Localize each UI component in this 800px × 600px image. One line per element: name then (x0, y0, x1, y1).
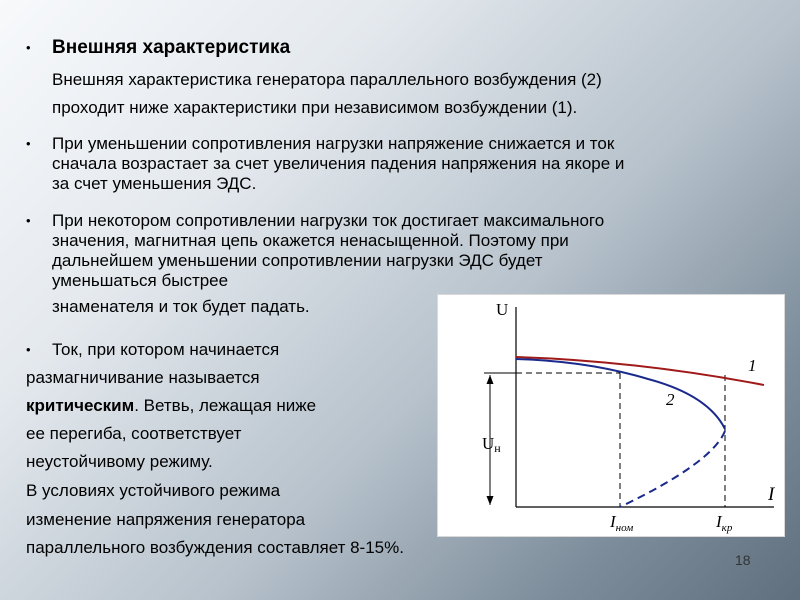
bullet-marker: • (26, 40, 31, 55)
curve-1-label: 1 (748, 356, 757, 375)
un-label: Uн (482, 434, 501, 455)
bullet3-line2: значения, магнитная цепь окажется ненасыщенной. Поэтому при (52, 231, 569, 250)
bullet4-line7: изменение напряжения генератора (26, 510, 306, 529)
paragraph1-line1: Внешняя характеристика генератора параллельного возбуждения (2) (52, 70, 602, 89)
curve-2-label: 2 (666, 390, 675, 409)
bullet-marker: • (26, 342, 31, 357)
bullet4-line8: параллельного возбуждения составляет 8-15%. (26, 538, 404, 557)
paragraph1-line2: проходит ниже характеристики при независимом возбуждении (1). (52, 98, 578, 117)
bullet4-bold-term: критическим (26, 396, 135, 415)
page-number: 18 (735, 552, 751, 568)
slide-heading: Внешняя характеристика (52, 37, 291, 58)
bullet2-line1: При уменьшении сопротивления нагрузки напряжение снижается и ток (52, 134, 615, 153)
characteristic-diagram (438, 295, 786, 538)
bullet4-line2: размагничивание называется (26, 368, 260, 387)
bullet4-line3-rest: . Ветвь, лежащая ниже (134, 396, 317, 415)
ikr-label: $I_{кр}$ (716, 512, 733, 534)
inom-label: $I_{ном}$ (610, 512, 634, 534)
x-axis-label: I (768, 484, 775, 505)
un-arrow-down (487, 496, 494, 505)
bullet-marker: • (26, 136, 31, 151)
bullet4-line5: неустойчивому режиму. (26, 452, 213, 471)
bullet-marker: • (26, 213, 31, 228)
bullet4-line6: В условиях устойчивого режима (26, 481, 281, 500)
curve-2-unstable-branch (620, 431, 725, 507)
bullet3-line3: дальнейшем уменьшении сопротивлении нагрузки ЭДС будет (52, 251, 543, 270)
bullet4-line4: ее перегиба, соответствует (26, 424, 242, 443)
characteristic-figure (437, 294, 785, 537)
bullet2-line2: сначала возрастает за счет увеличения падения напряжения на якоре и (52, 154, 625, 173)
bullet4-line3 (26, 396, 316, 416)
y-axis-label: U (496, 300, 509, 319)
un-arrow-up (487, 375, 494, 384)
bullet3-line4: уменьшаться быстрее (52, 271, 229, 290)
bullet4-line1: Ток, при котором начинается (52, 340, 280, 359)
bullet2-line3: за счет уменьшения ЭДС. (52, 174, 257, 193)
bullet3-line5: знаменателя и ток будет падать. (52, 297, 310, 316)
bullet3-line1: При некотором сопротивлении нагрузки ток достигает максимального (52, 211, 605, 230)
